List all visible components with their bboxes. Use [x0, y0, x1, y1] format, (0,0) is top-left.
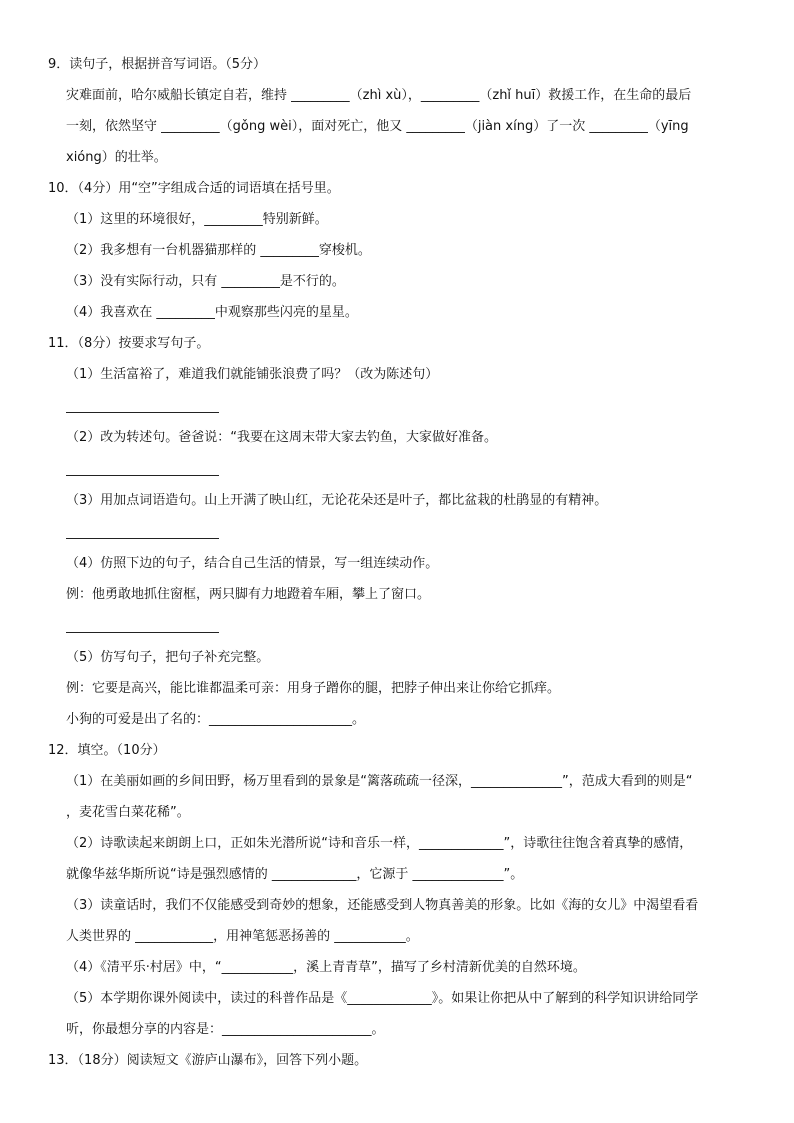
- q10-item-2: （2）我多想有一台机器猫那样的 _________穿梭机。: [66, 243, 371, 258]
- q11-s5: （5）仿写句子，把句子补充完整。: [66, 650, 270, 665]
- q9-line-1: 灾难面前，哈尔威船长镇定自若，维持 _________（zhì xù），_________（zhǐ huī）救援工作，在生命的最后: [66, 88, 692, 103]
- q12-line-4: 就像华兹华斯所说“诗是强烈感情的 _____________，它源于 ______________”。: [66, 867, 524, 882]
- q11-s2: （2）改为转述句。爸爸说：“我要在这周末带大家去钓鱼，大家做好准备。: [66, 430, 498, 445]
- q11-s5-example: 例：它要是高兴，能比谁都温柔可亲：用身子蹭你的腿，把脖子伸出来让你给它抓痒。: [66, 681, 561, 696]
- q9-line-3: xióng）的壮举。: [66, 150, 167, 165]
- q11-answer-line-4[interactable]: [66, 632, 219, 633]
- q11-s4-example: 例：他勇敢地抓住窗框，两只脚有力地蹬着车厢，攀上了窗口。: [66, 587, 431, 602]
- q12-line-6: 人类世界的 ____________，用神笔惩恶扬善的 ___________。: [66, 929, 419, 944]
- q11-answer-line-3[interactable]: [66, 538, 219, 539]
- q9-title: 9．读句子，根据拼音写词语。（5分）: [48, 57, 267, 72]
- q10-item-1: （1）这里的环境很好，_________特别新鲜。: [66, 212, 328, 227]
- q10-item-3: （3）没有实际行动，只有 _________是不行的。: [66, 274, 345, 289]
- q12-line-9: 听，你最想分享的内容是：_______________________。: [66, 1022, 385, 1037]
- q11-s1: （1）生活富裕了，难道我们就能铺张浪费了吗？（改为陈述句）: [66, 367, 439, 382]
- q11-s3: （3）用加点词语造句。山上开满了映山红，无论花朵还是叶子，都比盆栽的杜鹃显的有精神。: [66, 493, 608, 508]
- q13-title: 13．（18分）阅读短文《游庐山瀑布》，回答下列小题。: [48, 1053, 368, 1068]
- q12-line-7: （4）《清平乐·村居》中，“___________，溪上青青草”，描写了乡村清新优美的自然环境。: [66, 960, 586, 975]
- q12-line-5: （3）读童话时，我们不仅能感受到奇妙的想象，还能感受到人物真善美的形象。比如《海的女儿》中渴望看看: [66, 898, 699, 913]
- q10-item-4: （4）我喜欢在 _________中观察那些闪亮的星星。: [66, 305, 358, 320]
- q11-answer-line-2[interactable]: [66, 475, 219, 476]
- q11-s5-answer: 小狗的可爱是出了名的：______________________。: [66, 712, 366, 727]
- q12-title: 12．填空。（10分）: [48, 743, 166, 758]
- q11-answer-line-1[interactable]: [66, 412, 219, 413]
- q12-line-2: ，麦花雪白菜花稀”。: [66, 805, 190, 820]
- q9-line-2: 一刻，依然坚守 _________（gǒng wèi），面对死亡，他又 _________（jiàn xíng）了一次 _________（yīng: [66, 119, 689, 134]
- q11-title: 11．（8分）按要求写句子。: [48, 336, 210, 351]
- q12-line-1: （1）在美丽如画的乡间田野，杨万里看到的景象是“篱落疏疏一径深，______________”，范成大看到的则是“: [66, 774, 693, 789]
- q12-line-3: （2）诗歌读起来朗朗上口，正如朱光潜所说“诗和音乐一样，_____________”，诗歌往往饱含着真挚的感情，: [66, 836, 693, 851]
- q11-s4: （4）仿照下边的句子，结合自己生活的情景，写一组连续动作。: [66, 556, 439, 571]
- q10-title: 10．（4分）用“空”字组成合适的词语填在括号里。: [48, 181, 340, 196]
- q12-line-8: （5）本学期你课外阅读中，读过的科普作品是《_____________》。如果让你把从中了解到的科学知识讲给同学: [66, 991, 699, 1006]
